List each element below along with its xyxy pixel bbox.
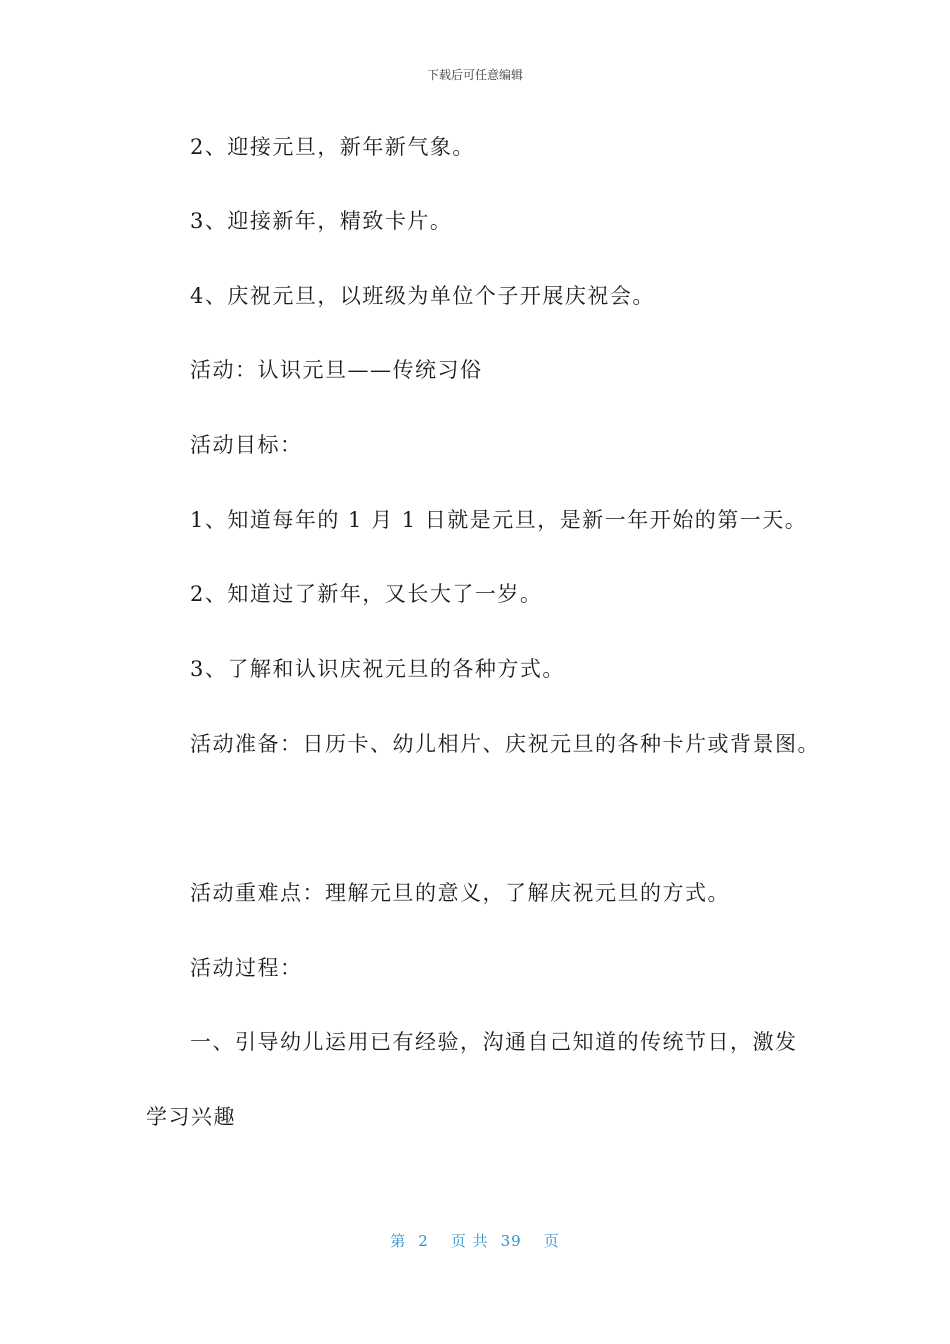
- paragraph-10: 活动重难点：理解元旦的意义，了解庆祝元旦的方式。: [190, 881, 730, 905]
- footer-page-suffix: 页: [543, 1232, 560, 1250]
- paragraph-7: 2、知道过了新年，又长大了一岁。: [190, 582, 543, 606]
- paragraph-6: 1、知道每年的 1 月 1 日就是元旦，是新一年开始的第一天。: [190, 508, 808, 532]
- paragraph-8: 3、了解和认识庆祝元旦的各种方式。: [190, 657, 565, 681]
- footer-page-prefix: 第: [390, 1232, 407, 1250]
- paragraph-12: 一、引导幼儿运用已有经验，沟通自己知道的传统节日，激发: [190, 1030, 798, 1054]
- paragraph-9: 活动准备：日历卡、幼儿相片、庆祝元旦的各种卡片或背景图。: [190, 732, 820, 756]
- page-header-note: 下载后可任意编辑: [426, 68, 523, 82]
- paragraph-11: 活动过程：: [190, 956, 303, 980]
- paragraph-13: 学习兴趣: [146, 1105, 236, 1129]
- footer-total-pages: 39: [500, 1232, 522, 1250]
- paragraph-2: 3、迎接新年，精致卡片。: [190, 209, 453, 233]
- page-footer: [0, 1230, 950, 1251]
- footer-current-page: 2: [418, 1232, 429, 1250]
- paragraph-3: 4、庆祝元旦，以班级为单位个子开展庆祝会。: [190, 284, 655, 308]
- paragraph-4: 活动：认识元旦——传统习俗: [190, 358, 483, 382]
- paragraph-5: 活动目标：: [190, 433, 303, 457]
- paragraph-1: 2、迎接元旦，新年新气象。: [190, 135, 475, 159]
- footer-page-mid: 页 共: [450, 1232, 489, 1250]
